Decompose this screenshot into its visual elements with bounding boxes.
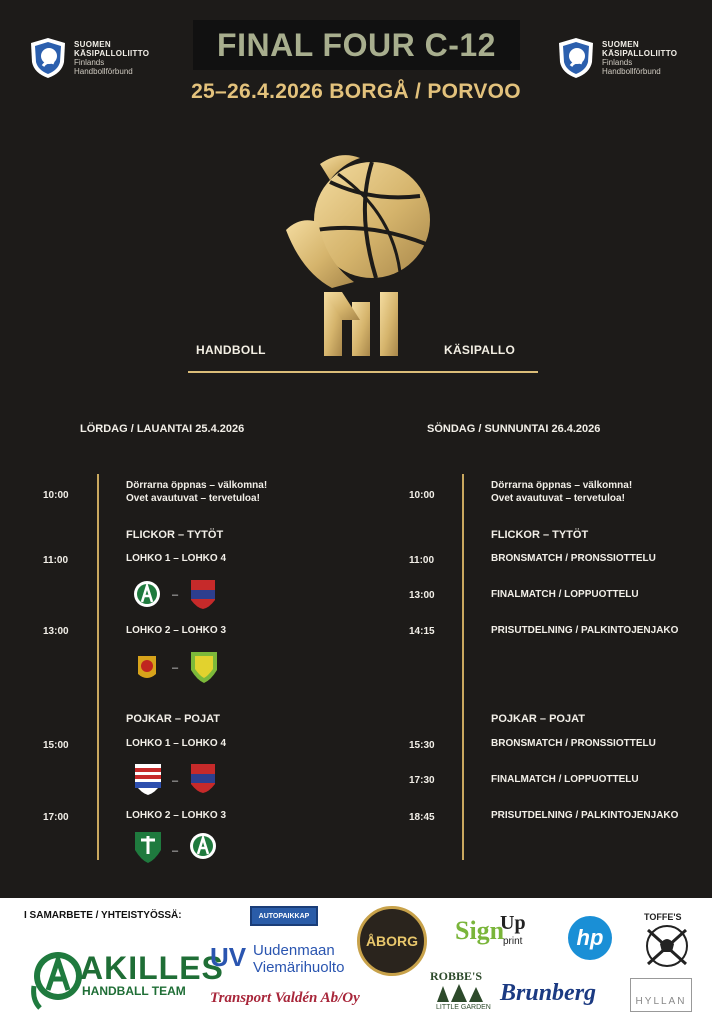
versus-dash: – [172, 662, 179, 674]
sun-girls-1-time: 11:00 [409, 555, 435, 566]
sun-girls-1-label: BRONSMATCH / PRONSSIOTTELU [491, 553, 656, 564]
sunday-timeline [462, 474, 464, 860]
signup-sign: Sign [455, 916, 505, 945]
event-title: FINAL FOUR C-12 [217, 26, 496, 63]
federation-name-2: KÄSIPALLOLIITTO [74, 49, 150, 58]
versus-dash: – [172, 845, 179, 857]
title-banner [193, 20, 520, 70]
versus-dash: – [172, 775, 179, 787]
akilles-team-icon [133, 578, 161, 610]
sat-opening-fi: Ovet avautuvat – tervetuloa! [126, 493, 260, 504]
team-shield-red-blue-icon [189, 762, 217, 794]
sat-boys-heading: POJKAR – POJAT [126, 713, 220, 725]
akilles-name: AKILLES [80, 950, 224, 986]
sun-boys-1-label: BRONSMATCH / PRONSSIOTTELU [491, 738, 656, 749]
hp-text: hp [576, 925, 604, 950]
team-shield-stripes-icon [133, 762, 163, 796]
hp-logo [568, 916, 612, 960]
akilles-sub: HANDBALL TEAM [82, 984, 186, 998]
signup-up: Up [500, 912, 526, 934]
sun-girls-3-time: 14:15 [409, 626, 435, 637]
signup-print: print [503, 936, 523, 947]
federation-name-1: SUOMEN [74, 40, 111, 49]
sun-boys-2-time: 17:30 [409, 775, 435, 786]
sat-girls-heading: FLICKOR – TYTÖT [126, 529, 224, 541]
sun-boys-3-time: 18:45 [409, 812, 435, 823]
autopaikka-logo: AUTOPAIKKAP [250, 906, 318, 926]
robbes-trees-icon [433, 984, 487, 1002]
sun-boys-heading: POJKAR – POJAT [491, 713, 585, 725]
federation-name-1: SUOMEN [602, 40, 639, 49]
hyllan-logo [630, 978, 692, 1012]
federation-logo-right [556, 36, 677, 80]
robbes-name: ROBBE'S [430, 969, 483, 983]
sun-girls-2-time: 13:00 [409, 590, 435, 601]
uv-line-2: Viemärihuolto [253, 959, 345, 976]
sat-game-2-label: LOHKO 2 – LOHKO 3 [126, 625, 227, 636]
sat-opening-time: 10:00 [43, 490, 69, 501]
sat-opening-sv: Dörrarna öppnas – välkomna! [126, 480, 268, 491]
federation-name-4: Handbollförbund [602, 67, 661, 76]
sun-boys-3-label: PRISUTDELNING / PALKINTOJENJAKO [491, 810, 679, 821]
federation-name-4: Handbollförbund [74, 67, 133, 76]
toffes-name: TOFFE'S [644, 912, 682, 922]
federation-logo-left [28, 36, 149, 80]
sun-opening-fi: Ovet avautuvat – tervetuloa! [491, 493, 625, 504]
versus-dash: – [172, 589, 179, 601]
uv-mark: UV [210, 942, 247, 972]
akilles-team-icon [189, 830, 217, 862]
sat-game-4-label: LOHKO 2 – LOHKO 3 [126, 810, 227, 821]
sun-opening-sv: Dörrarna öppnas – välkomna! [491, 480, 633, 491]
cocks-team-icon [133, 650, 161, 684]
team-shield-green-icon [189, 650, 219, 684]
event-dates: 25–26.4.2026 BORGÅ / PORVOO [191, 80, 521, 103]
sunday-heading: SÖNDAG / SUNNUNTAI 26.4.2026 [427, 423, 601, 435]
word-handboll: HANDBOLL [196, 343, 266, 357]
uv-line-1: Uudenmaan [253, 942, 335, 959]
hyllan-text: HYLLAN [635, 996, 687, 1007]
akilles-logo-icon [30, 946, 82, 1010]
sponsors-strip [0, 898, 712, 1024]
chef-knives-icon [642, 924, 692, 968]
sat-game-2-time: 13:00 [43, 626, 69, 637]
sun-girls-2-label: FINALMATCH / LOPPUOTTELU [491, 589, 639, 600]
transport-valden: Transport Valdén Ab/Oy [210, 990, 360, 1006]
saturday-timeline [97, 474, 99, 860]
saturday-heading: LÖRDAG / LAUANTAI 25.4.2026 [80, 423, 245, 435]
federation-shield-icon [28, 36, 68, 80]
aborg-name: ÅBORG [365, 933, 419, 949]
federation-shield-icon [556, 36, 596, 80]
sat-game-3-label: LOHKO 1 – LOHKO 4 [126, 738, 227, 749]
sat-game-4-time: 17:00 [43, 812, 69, 823]
team-shield-red-blue-icon [189, 578, 217, 610]
team-shield-green-white-icon [133, 830, 163, 864]
sun-girls-3-label: PRISUTDELNING / PALKINTOJENJAKO [491, 625, 679, 636]
sat-game-1-label: LOHKO 1 – LOHKO 4 [126, 553, 227, 564]
divider-line [188, 371, 538, 373]
federation-name-3: Finlands [602, 58, 633, 67]
hand-ball-emblem-icon [280, 152, 440, 362]
sat-game-1-time: 11:00 [43, 555, 69, 566]
brunberg-logo: Brunberg [500, 980, 597, 1006]
sun-girls-heading: FLICKOR – TYTÖT [491, 529, 589, 541]
sat-game-3-time: 15:00 [43, 740, 69, 751]
federation-name-3: Finlands [74, 58, 105, 67]
word-kasipallo: KÄSIPALLO [444, 343, 516, 357]
sun-opening-time: 10:00 [409, 490, 435, 501]
robbes-sub: LITTLE GARDEN [436, 1004, 491, 1011]
aborg-logo [357, 906, 427, 976]
sun-boys-1-time: 15:30 [409, 740, 435, 751]
federation-name-2: KÄSIPALLOLIITTO [602, 49, 678, 58]
sponsors-label: I SAMARBETE / YHTEISTYÖSSÄ: [24, 910, 182, 921]
sun-boys-2-label: FINALMATCH / LOPPUOTTELU [491, 774, 639, 785]
